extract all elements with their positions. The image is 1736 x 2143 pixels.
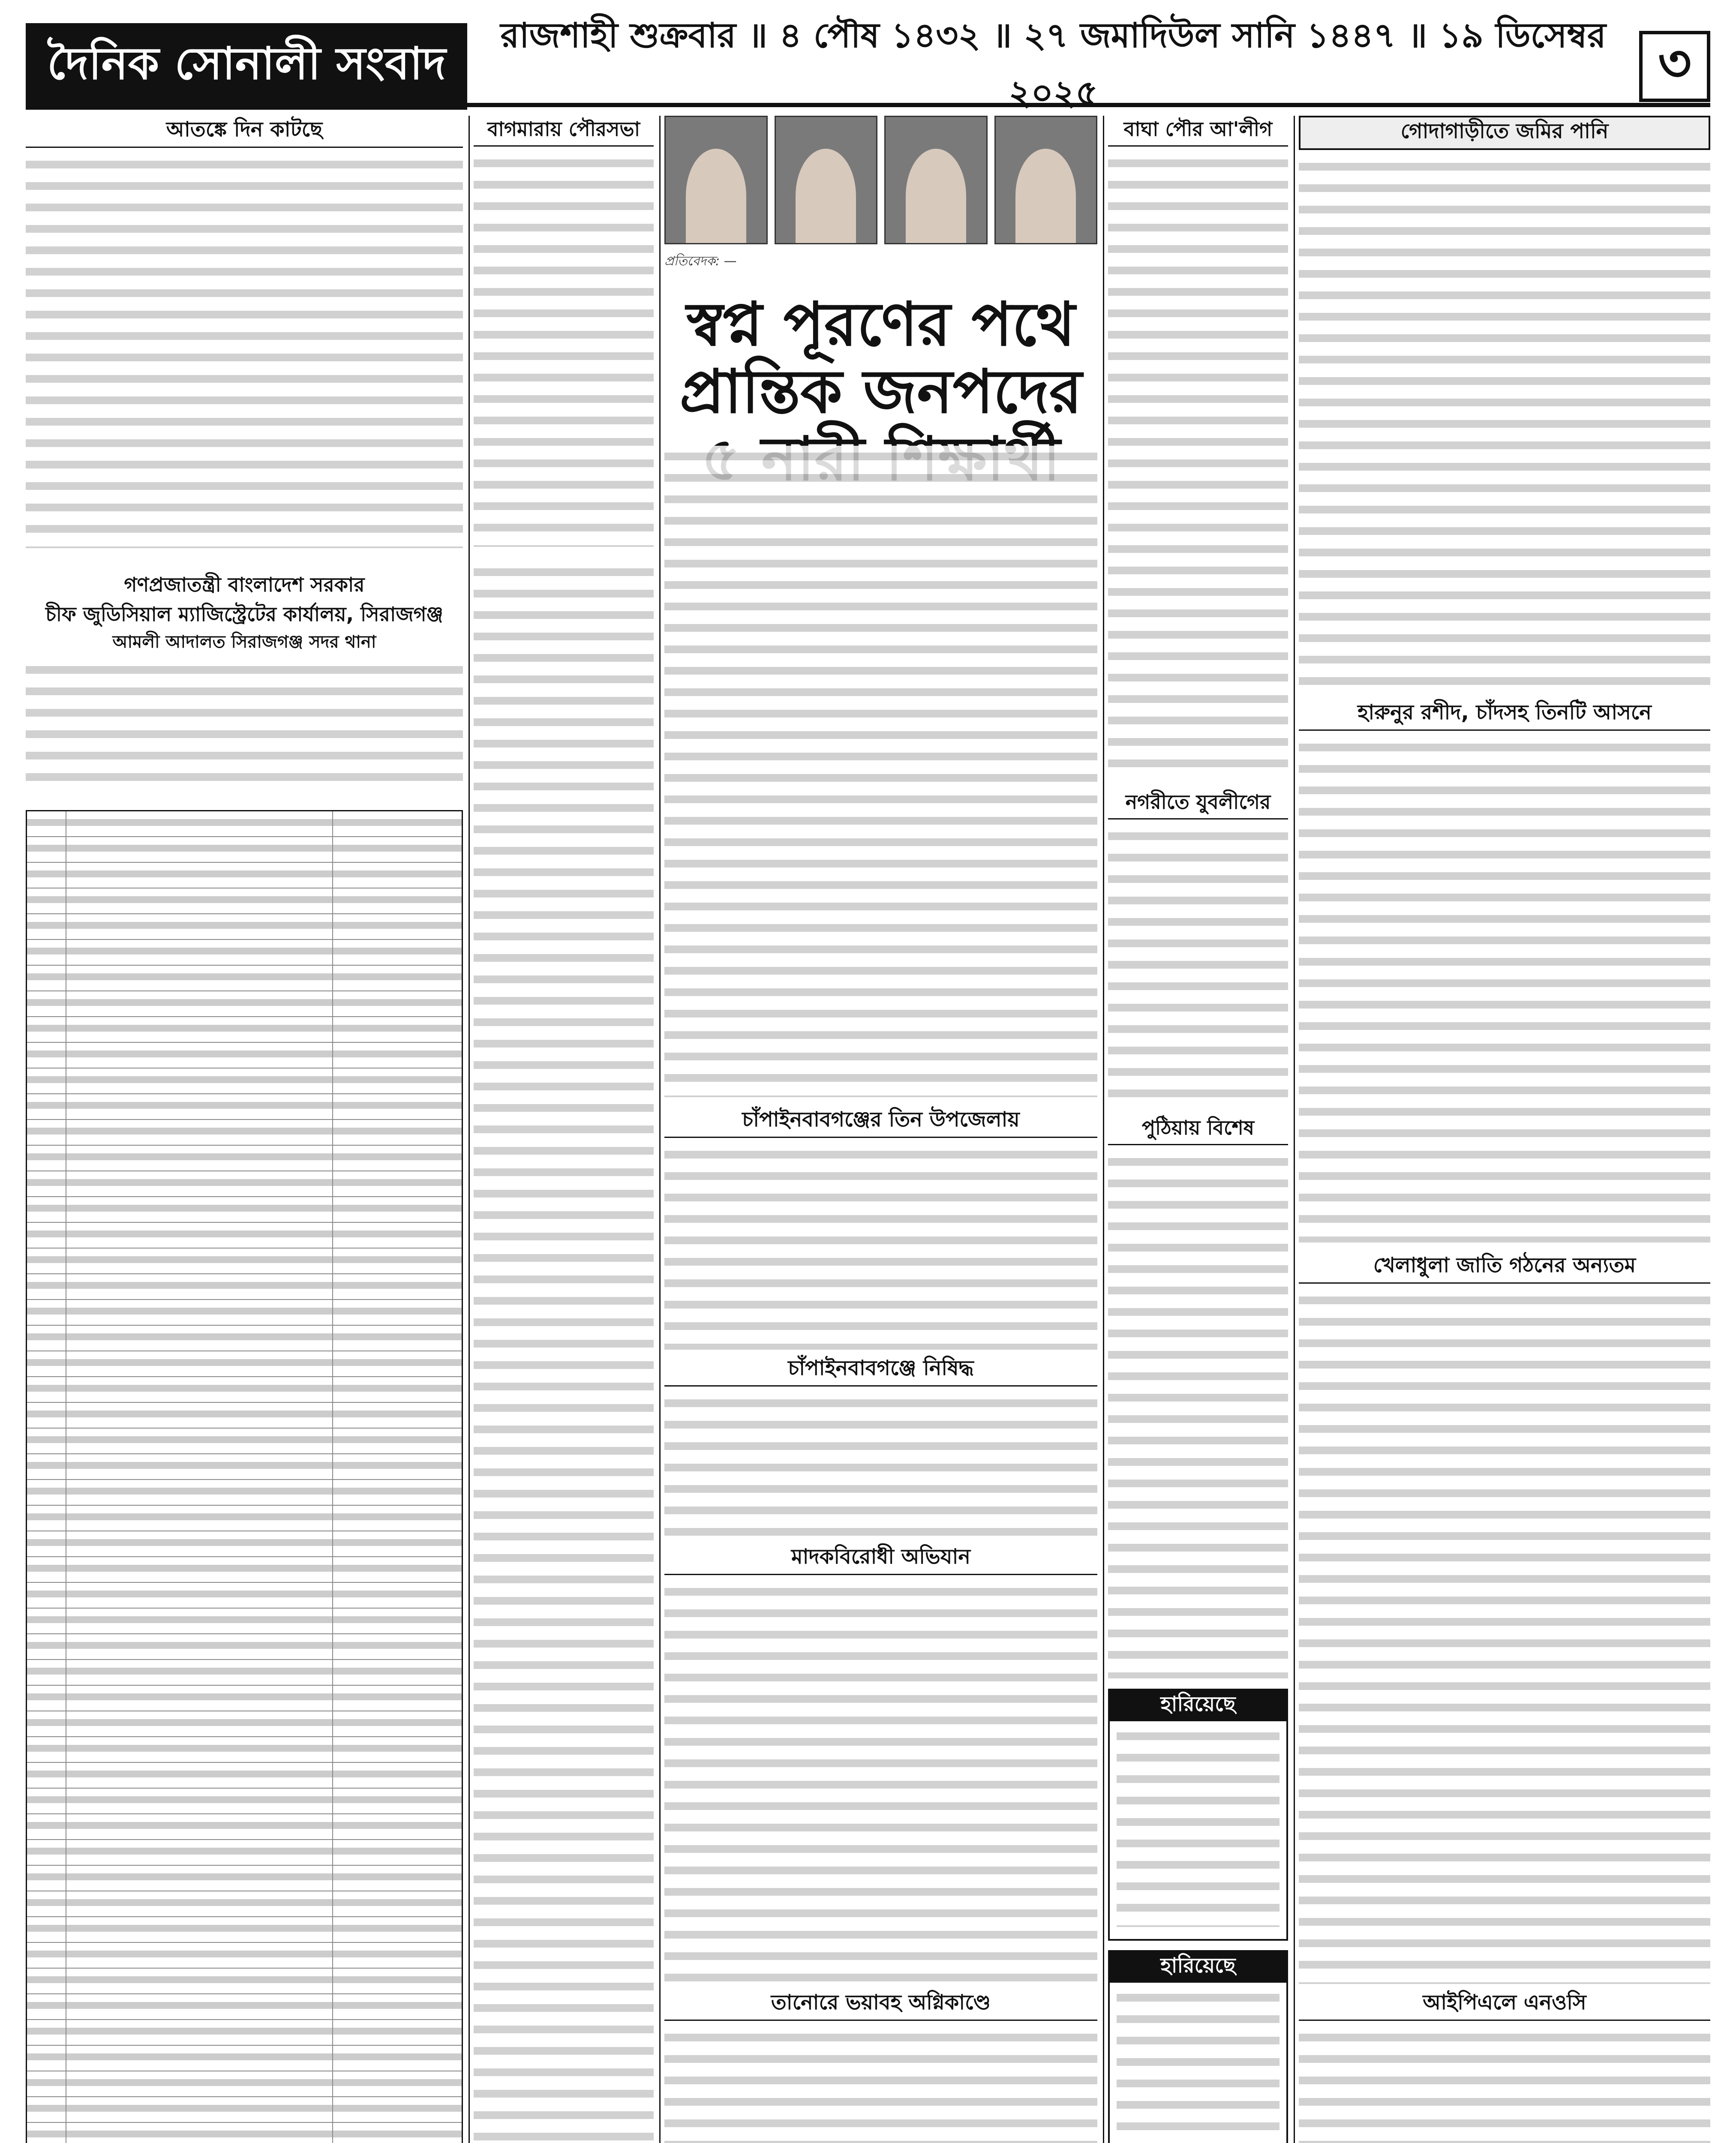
table-row [27,1686,462,1711]
table-row [27,1609,462,1634]
table-row [27,1068,462,1094]
table-row [27,1300,462,1326]
table-row [27,837,462,863]
court-notice [26,570,463,2143]
notice-table [26,810,463,2143]
article-text-placeholder [1299,2027,1710,2143]
student-photo [994,116,1098,244]
page-grid [26,116,1710,2143]
student-photos [664,116,1097,244]
notice-court: আমলী আদালত সিরাজগঞ্জ সদর থানা [112,632,376,652]
article [1299,116,1710,686]
article [664,1989,1097,2143]
table-row [27,991,462,1017]
notice-subtitle: চীফ জুডিসিয়াল ম্যাজিস্ট্রেটের কার্যালয়, সিরাজগঞ্জ [45,603,443,626]
headline: আতঙ্কে দিন কাটছে [26,116,463,148]
table-row [27,1840,462,1866]
headline: মাদকবিরোধী অভিযান [664,1543,1097,1575]
article [1299,699,1710,1239]
table-row [27,1454,462,1480]
lead-headline: স্বপ্ন পূরণের পথে প্রান্তিক জনপদের [679,290,1082,427]
table-row [27,1429,462,1454]
article [1108,116,1288,776]
table-row [27,1634,462,1660]
table-row [27,1969,462,1994]
article-text-placeholder [474,153,654,547]
table-row [27,1891,462,1917]
article [1299,1989,1710,2143]
table-row [27,914,462,940]
table-row [27,2123,462,2143]
table-row [27,2071,462,2097]
table-row [27,1480,462,1506]
headline: খেলাধুলা জাতি গঠনের অন্যতম [1299,1252,1710,1284]
table-row [27,2046,462,2071]
article-text-placeholder [664,1393,1097,1538]
headline: আইপিএলে এনওসি [1299,1989,1710,2021]
notice-table-rows [27,811,462,2143]
article-text-placeholder [1299,156,1710,687]
table-row [27,1917,462,1943]
student-photo [775,116,878,244]
table-row [27,863,462,888]
article-text-placeholder [664,446,1097,1097]
headline: বাঘা পৌর আ'লীগ [1108,116,1288,147]
article-text-placeholder [1299,1290,1710,1984]
table-row [27,1043,462,1068]
table-row [27,1737,462,1763]
caption-text: প্রতিবেদক: — [664,254,737,269]
article [664,1543,1097,1980]
table-row [27,1249,462,1274]
student-photo [664,116,768,244]
headline: হারুনুর রশীদ, চাঁদসহ তিনটি আসনে [1299,699,1710,731]
table-row [27,1763,462,1789]
table-row [27,1943,462,1969]
table-row [27,1866,462,1891]
lost-notice [1108,1689,1288,1941]
headline: চাঁপাইনবাবগঞ্জে নিষিদ্ধ [664,1354,1097,1387]
table-row [27,966,462,991]
table-row [27,1814,462,1840]
masthead [26,15,1710,113]
table-row [27,1506,462,1531]
table-row [27,1583,462,1609]
article [664,1354,1097,1534]
article [474,116,654,549]
photo-caption [664,246,1097,285]
lost-text-placeholder [1117,1726,1279,1927]
table-row [27,1557,462,1583]
table-row [27,811,462,837]
headline: চাঁপাইনবাবগঞ্জের তিন উপজেলায় [664,1106,1097,1138]
headline: বাগমারায় পৌরসভা [474,116,654,147]
table-row [27,1711,462,1737]
article-continuation [474,561,654,2143]
table-row [27,1094,462,1120]
table-row [27,1351,462,1377]
article-text-placeholder [664,1144,1097,1350]
table-row [27,888,462,914]
table-row [27,2020,462,2046]
article-text-placeholder [26,154,463,548]
table-row [27,2097,462,2123]
table-row [27,1531,462,1557]
lost-notice [1108,1950,1288,2143]
lost-text-placeholder [1117,1987,1279,2143]
notice-title: গণপ্রজাতন্ত্রী বাংলাদেশ সরকার [124,573,365,596]
article-text-placeholder [664,1581,1097,1984]
paper-name: দৈনিক সোনালী সংবাদ [26,23,467,110]
article [664,1106,1097,1346]
headline: নগরীতে যুবলীগের [1108,789,1288,819]
article [1299,1252,1710,1980]
table-row [27,1326,462,1351]
headline: পুঠিয়ায় বিশেষ [1108,1114,1288,1145]
article [1108,1114,1288,1676]
lost-headline: হারিয়েছে [1110,1690,1286,1721]
article-text-placeholder [1108,153,1288,778]
table-row [27,1120,462,1146]
lead-article [664,446,1097,1097]
headline: গোদাগাড়ীতে জমির পানি [1299,116,1710,150]
article [26,116,463,549]
table-row [27,1377,462,1403]
lost-headline: হারিয়েছে [1110,1952,1286,1983]
dateline: রাজশাহী শুক্রবার ॥ ৪ পৌষ ১৪৩২ ॥ ২৭ জমাদিউল সানি ১৪৪৭ ॥ ১৯ ডিসেম্বর ২০২৫ [500,15,1606,113]
student-photo [884,116,988,244]
headline: তানোরে ভয়াবহ অগ্নিকাণ্ডে [664,1989,1097,2021]
table-row [27,1789,462,1814]
table-row [27,1017,462,1043]
table-row [27,940,462,966]
notice-text-placeholder [26,659,463,788]
article-text-placeholder [1108,1151,1288,1678]
article [1108,789,1288,1102]
article-text-placeholder [1299,737,1710,1243]
page-number: ৩ [1639,31,1710,102]
article-text-placeholder [664,2027,1097,2143]
article-text-placeholder [474,561,654,2143]
table-row [27,1146,462,1171]
table-row [27,1197,462,1223]
article-text-placeholder [1108,825,1288,1104]
table-row [27,1223,462,1249]
table-row [27,1171,462,1197]
table-row [27,1403,462,1429]
lead-headline-block [664,287,1097,441]
table-row [27,1660,462,1686]
table-row [27,1274,462,1300]
table-row [27,1994,462,2020]
photo-row [664,116,1097,244]
